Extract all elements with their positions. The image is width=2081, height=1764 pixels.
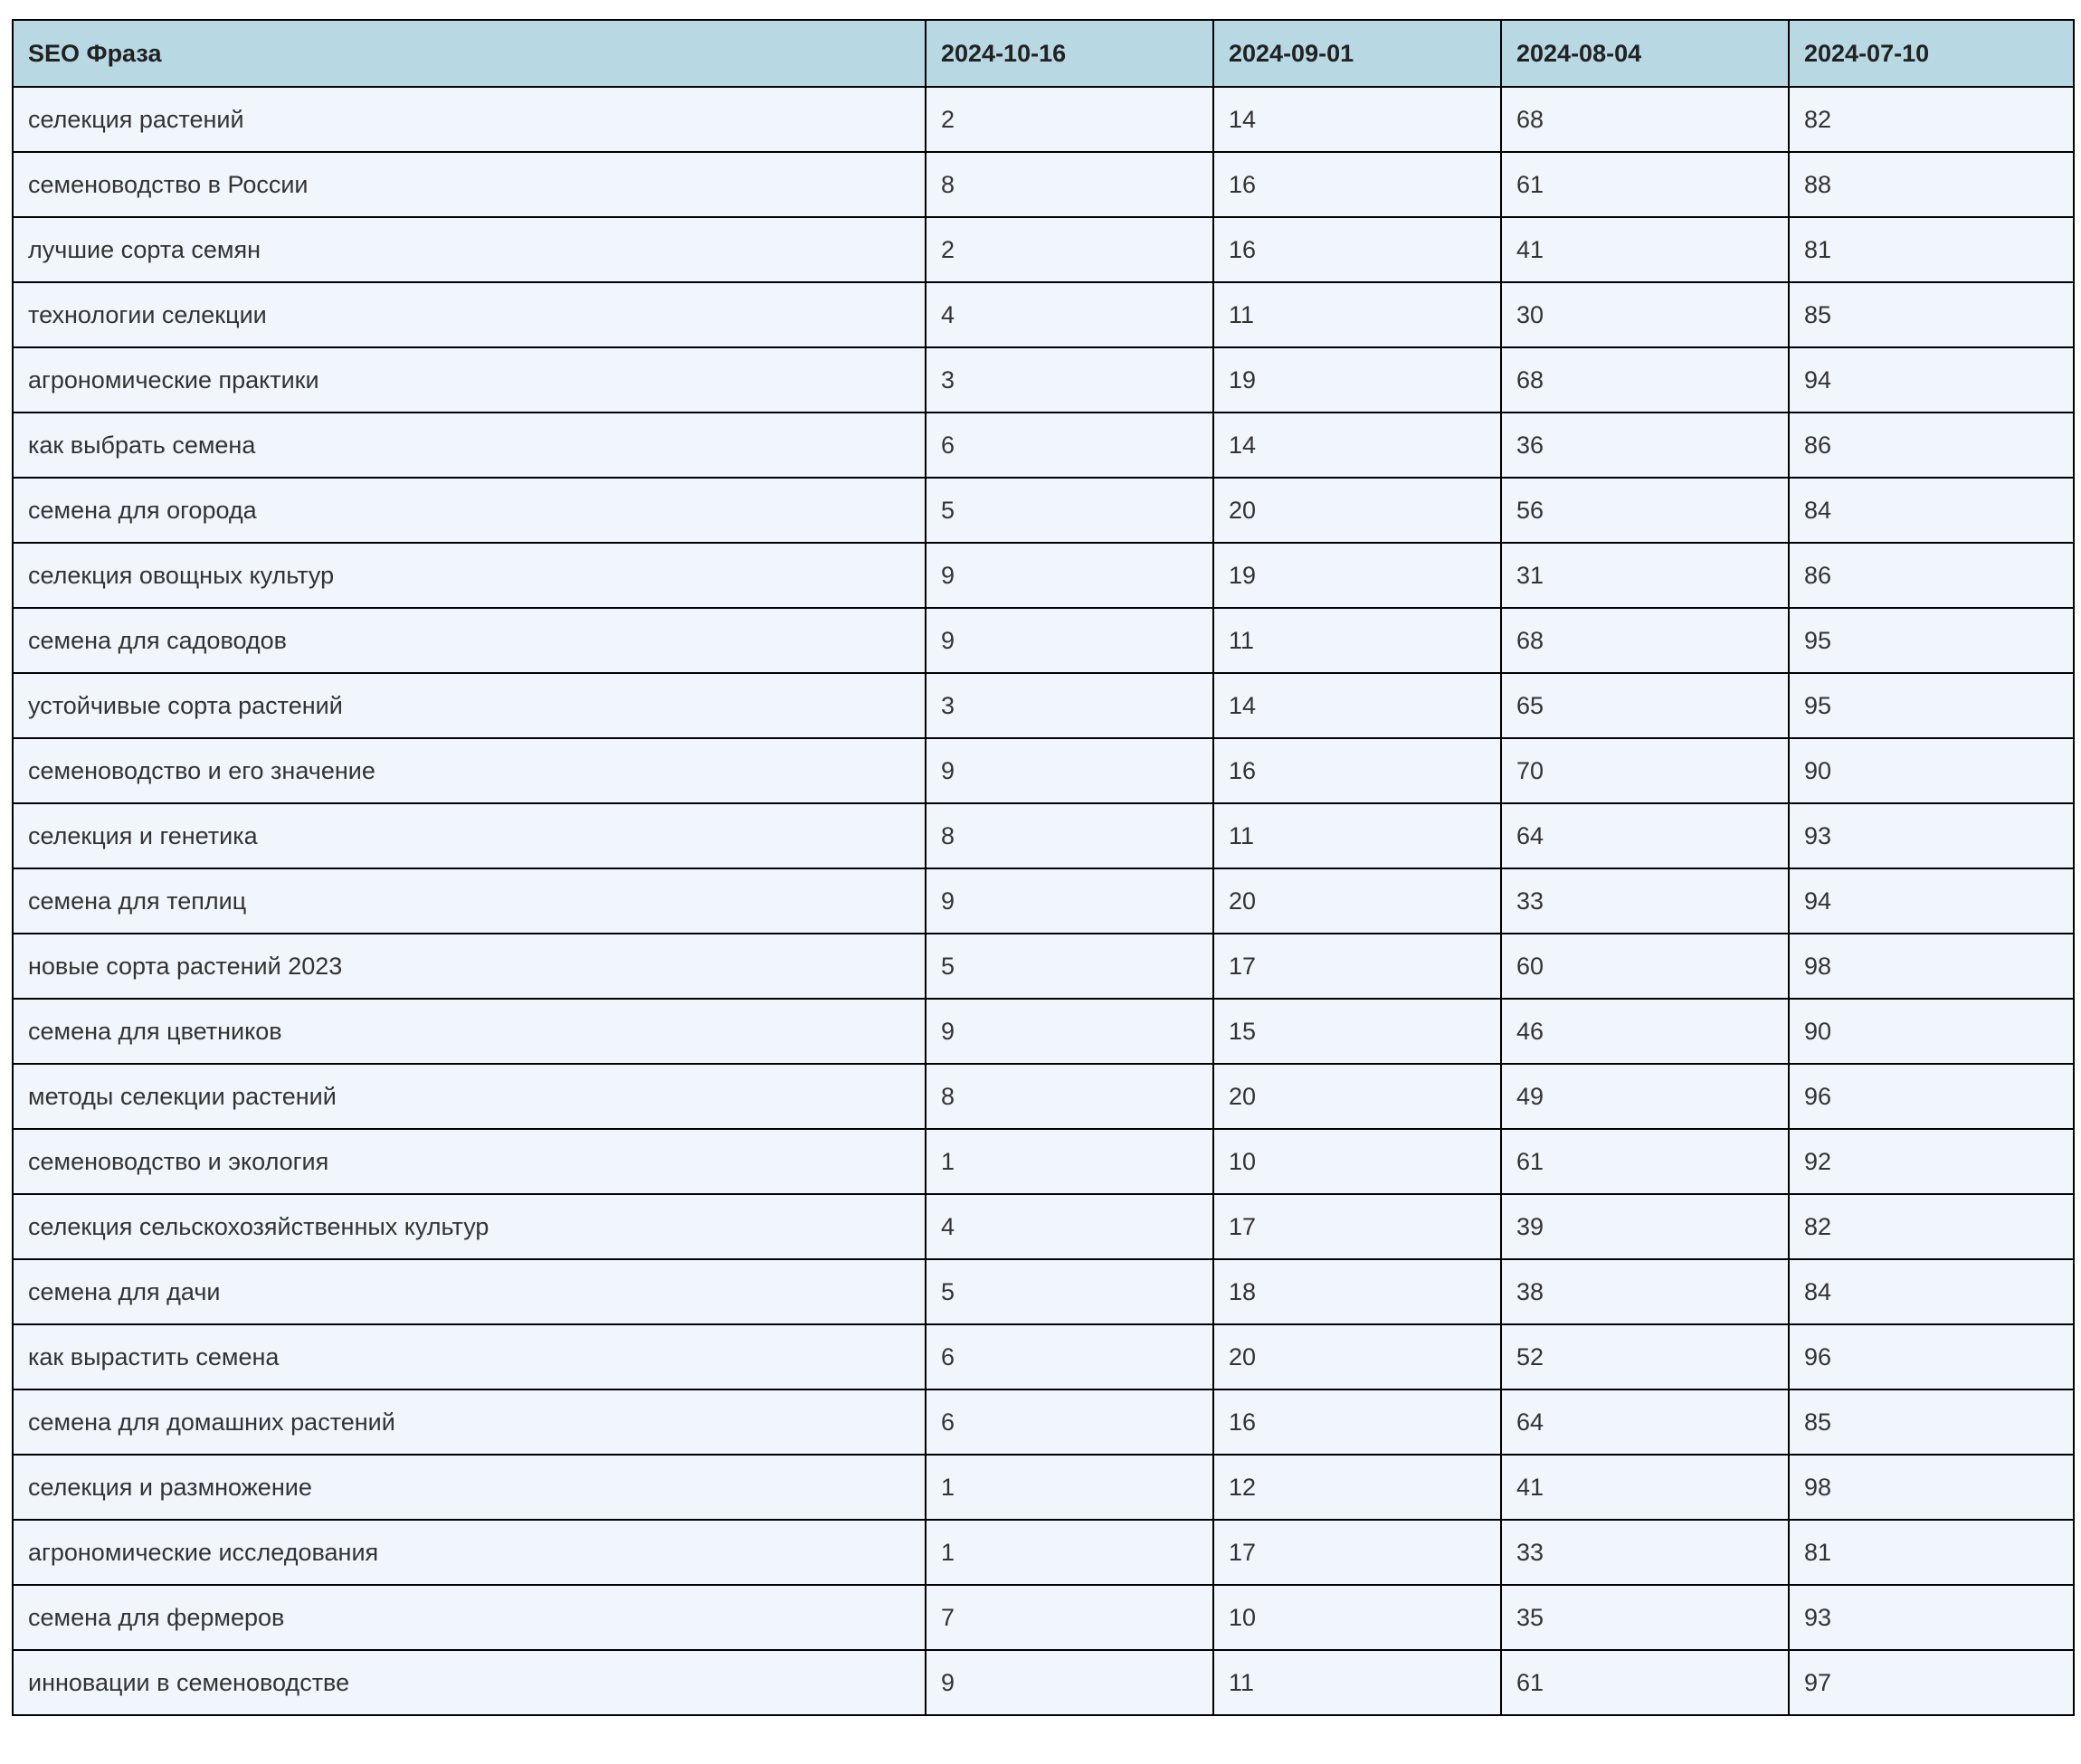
cell-position: 4 bbox=[926, 282, 1213, 347]
cell-phrase: семена для теплиц bbox=[13, 868, 926, 934]
cell-position: 15 bbox=[1213, 999, 1501, 1064]
cell-position: 90 bbox=[1789, 999, 2074, 1064]
cell-position: 86 bbox=[1789, 543, 2074, 608]
cell-position: 9 bbox=[926, 999, 1213, 1064]
table-row bbox=[13, 868, 2074, 934]
cell-position: 95 bbox=[1789, 608, 2074, 673]
cell-position: 17 bbox=[1213, 1194, 1501, 1259]
cell-position: 96 bbox=[1789, 1064, 2074, 1129]
cell-position: 70 bbox=[1501, 738, 1789, 803]
table-row bbox=[13, 1064, 2074, 1129]
cell-phrase: селекция овощных культур bbox=[13, 543, 926, 608]
cell-position: 11 bbox=[1213, 608, 1501, 673]
table-row bbox=[13, 738, 2074, 803]
cell-phrase: агрономические практики bbox=[13, 347, 926, 413]
table-row bbox=[13, 413, 2074, 478]
cell-position: 16 bbox=[1213, 1389, 1501, 1455]
cell-phrase: инновации в семеноводстве bbox=[13, 1650, 926, 1715]
table-row bbox=[13, 1585, 2074, 1650]
cell-position: 61 bbox=[1501, 1650, 1789, 1715]
cell-position: 41 bbox=[1501, 1455, 1789, 1520]
cell-position: 94 bbox=[1789, 868, 2074, 934]
cell-phrase: новые сорта растений 2023 bbox=[13, 934, 926, 999]
cell-position: 98 bbox=[1789, 934, 2074, 999]
cell-position: 8 bbox=[926, 152, 1213, 217]
cell-position: 46 bbox=[1501, 999, 1789, 1064]
cell-position: 81 bbox=[1789, 217, 2074, 282]
table-row bbox=[13, 152, 2074, 217]
cell-position: 98 bbox=[1789, 1455, 2074, 1520]
cell-position: 96 bbox=[1789, 1324, 2074, 1389]
table-row bbox=[13, 282, 2074, 347]
cell-position: 39 bbox=[1501, 1194, 1789, 1259]
cell-position: 2 bbox=[926, 217, 1213, 282]
cell-position: 19 bbox=[1213, 543, 1501, 608]
cell-position: 14 bbox=[1213, 87, 1501, 152]
table-row bbox=[13, 1389, 2074, 1455]
cell-position: 3 bbox=[926, 347, 1213, 413]
cell-position: 3 bbox=[926, 673, 1213, 738]
cell-position: 1 bbox=[926, 1455, 1213, 1520]
cell-position: 65 bbox=[1501, 673, 1789, 738]
column-header-date: 2024-10-16 bbox=[926, 20, 1213, 87]
cell-phrase: семена для фермеров bbox=[13, 1585, 926, 1650]
cell-position: 93 bbox=[1789, 1585, 2074, 1650]
cell-position: 9 bbox=[926, 738, 1213, 803]
cell-position: 35 bbox=[1501, 1585, 1789, 1650]
cell-phrase: семена для дачи bbox=[13, 1259, 926, 1324]
table-row bbox=[13, 1520, 2074, 1585]
cell-position: 16 bbox=[1213, 738, 1501, 803]
cell-position: 84 bbox=[1789, 1259, 2074, 1324]
cell-position: 88 bbox=[1789, 152, 2074, 217]
cell-position: 52 bbox=[1501, 1324, 1789, 1389]
cell-position: 20 bbox=[1213, 478, 1501, 543]
cell-position: 11 bbox=[1213, 1650, 1501, 1715]
cell-position: 11 bbox=[1213, 803, 1501, 868]
cell-position: 1 bbox=[926, 1520, 1213, 1585]
cell-position: 33 bbox=[1501, 1520, 1789, 1585]
table-row bbox=[13, 1194, 2074, 1259]
table-row bbox=[13, 1455, 2074, 1520]
seo-rankings-table bbox=[12, 19, 2075, 1716]
cell-position: 85 bbox=[1789, 1389, 2074, 1455]
cell-position: 19 bbox=[1213, 347, 1501, 413]
cell-position: 92 bbox=[1789, 1129, 2074, 1194]
table-row bbox=[13, 803, 2074, 868]
cell-phrase: методы селекции растений bbox=[13, 1064, 926, 1129]
cell-phrase: селекция и генетика bbox=[13, 803, 926, 868]
cell-position: 5 bbox=[926, 478, 1213, 543]
cell-position: 18 bbox=[1213, 1259, 1501, 1324]
column-header-phrase: SEO Фраза bbox=[13, 20, 926, 87]
cell-position: 36 bbox=[1501, 413, 1789, 478]
table-row bbox=[13, 1650, 2074, 1715]
cell-phrase: семеноводство в России bbox=[13, 152, 926, 217]
table-row bbox=[13, 478, 2074, 543]
cell-phrase: агрономические исследования bbox=[13, 1520, 926, 1585]
cell-position: 90 bbox=[1789, 738, 2074, 803]
column-header-date: 2024-09-01 bbox=[1213, 20, 1501, 87]
cell-position: 6 bbox=[926, 1324, 1213, 1389]
cell-position: 14 bbox=[1213, 413, 1501, 478]
cell-position: 61 bbox=[1501, 152, 1789, 217]
cell-position: 84 bbox=[1789, 478, 2074, 543]
seo-rankings-table-container bbox=[12, 19, 2073, 1716]
table-row bbox=[13, 934, 2074, 999]
table-row bbox=[13, 608, 2074, 673]
cell-phrase: селекция растений bbox=[13, 87, 926, 152]
table-header bbox=[13, 20, 2074, 87]
cell-position: 86 bbox=[1789, 413, 2074, 478]
cell-phrase: семеноводство и его значение bbox=[13, 738, 926, 803]
cell-position: 64 bbox=[1501, 1389, 1789, 1455]
cell-phrase: семена для садоводов bbox=[13, 608, 926, 673]
cell-position: 38 bbox=[1501, 1259, 1789, 1324]
cell-phrase: семеноводство и экология bbox=[13, 1129, 926, 1194]
table-row bbox=[13, 1129, 2074, 1194]
cell-position: 20 bbox=[1213, 868, 1501, 934]
cell-phrase: как вырастить семена bbox=[13, 1324, 926, 1389]
cell-position: 94 bbox=[1789, 347, 2074, 413]
cell-position: 20 bbox=[1213, 1064, 1501, 1129]
cell-position: 10 bbox=[1213, 1129, 1501, 1194]
cell-position: 82 bbox=[1789, 1194, 2074, 1259]
cell-phrase: семена для цветников bbox=[13, 999, 926, 1064]
cell-position: 8 bbox=[926, 1064, 1213, 1129]
column-header-date: 2024-07-10 bbox=[1789, 20, 2074, 87]
cell-position: 41 bbox=[1501, 217, 1789, 282]
cell-position: 64 bbox=[1501, 803, 1789, 868]
cell-position: 10 bbox=[1213, 1585, 1501, 1650]
cell-position: 2 bbox=[926, 87, 1213, 152]
cell-position: 85 bbox=[1789, 282, 2074, 347]
cell-position: 95 bbox=[1789, 673, 2074, 738]
cell-position: 30 bbox=[1501, 282, 1789, 347]
cell-position: 16 bbox=[1213, 152, 1501, 217]
table-row bbox=[13, 1324, 2074, 1389]
table-row bbox=[13, 87, 2074, 152]
cell-position: 6 bbox=[926, 1389, 1213, 1455]
cell-position: 9 bbox=[926, 868, 1213, 934]
cell-position: 6 bbox=[926, 413, 1213, 478]
cell-position: 7 bbox=[926, 1585, 1213, 1650]
cell-position: 9 bbox=[926, 543, 1213, 608]
cell-phrase: семена для огорода bbox=[13, 478, 926, 543]
cell-position: 17 bbox=[1213, 1520, 1501, 1585]
header-row bbox=[13, 20, 2074, 87]
cell-position: 97 bbox=[1789, 1650, 2074, 1715]
cell-position: 33 bbox=[1501, 868, 1789, 934]
cell-phrase: лучшие сорта семян bbox=[13, 217, 926, 282]
cell-position: 31 bbox=[1501, 543, 1789, 608]
cell-phrase: устойчивые сорта растений bbox=[13, 673, 926, 738]
cell-phrase: как выбрать семена bbox=[13, 413, 926, 478]
cell-position: 20 bbox=[1213, 1324, 1501, 1389]
cell-position: 5 bbox=[926, 934, 1213, 999]
cell-position: 61 bbox=[1501, 1129, 1789, 1194]
cell-phrase: семена для домашних растений bbox=[13, 1389, 926, 1455]
cell-phrase: технологии селекции bbox=[13, 282, 926, 347]
table-row bbox=[13, 673, 2074, 738]
cell-position: 49 bbox=[1501, 1064, 1789, 1129]
cell-position: 9 bbox=[926, 1650, 1213, 1715]
cell-position: 11 bbox=[1213, 282, 1501, 347]
cell-position: 1 bbox=[926, 1129, 1213, 1194]
cell-position: 12 bbox=[1213, 1455, 1501, 1520]
cell-position: 9 bbox=[926, 608, 1213, 673]
cell-position: 68 bbox=[1501, 347, 1789, 413]
cell-position: 16 bbox=[1213, 217, 1501, 282]
cell-position: 68 bbox=[1501, 608, 1789, 673]
table-row bbox=[13, 543, 2074, 608]
table-row bbox=[13, 999, 2074, 1064]
cell-position: 93 bbox=[1789, 803, 2074, 868]
cell-position: 4 bbox=[926, 1194, 1213, 1259]
column-header-date: 2024-08-04 bbox=[1501, 20, 1789, 87]
table-row bbox=[13, 1259, 2074, 1324]
cell-position: 56 bbox=[1501, 478, 1789, 543]
table-row bbox=[13, 347, 2074, 413]
cell-position: 81 bbox=[1789, 1520, 2074, 1585]
cell-position: 17 bbox=[1213, 934, 1501, 999]
cell-position: 5 bbox=[926, 1259, 1213, 1324]
table-row bbox=[13, 217, 2074, 282]
cell-phrase: селекция и размножение bbox=[13, 1455, 926, 1520]
cell-position: 68 bbox=[1501, 87, 1789, 152]
table-body bbox=[13, 87, 2074, 1715]
cell-position: 8 bbox=[926, 803, 1213, 868]
cell-position: 14 bbox=[1213, 673, 1501, 738]
cell-position: 82 bbox=[1789, 87, 2074, 152]
cell-phrase: селекция сельскохозяйственных культур bbox=[13, 1194, 926, 1259]
cell-position: 60 bbox=[1501, 934, 1789, 999]
